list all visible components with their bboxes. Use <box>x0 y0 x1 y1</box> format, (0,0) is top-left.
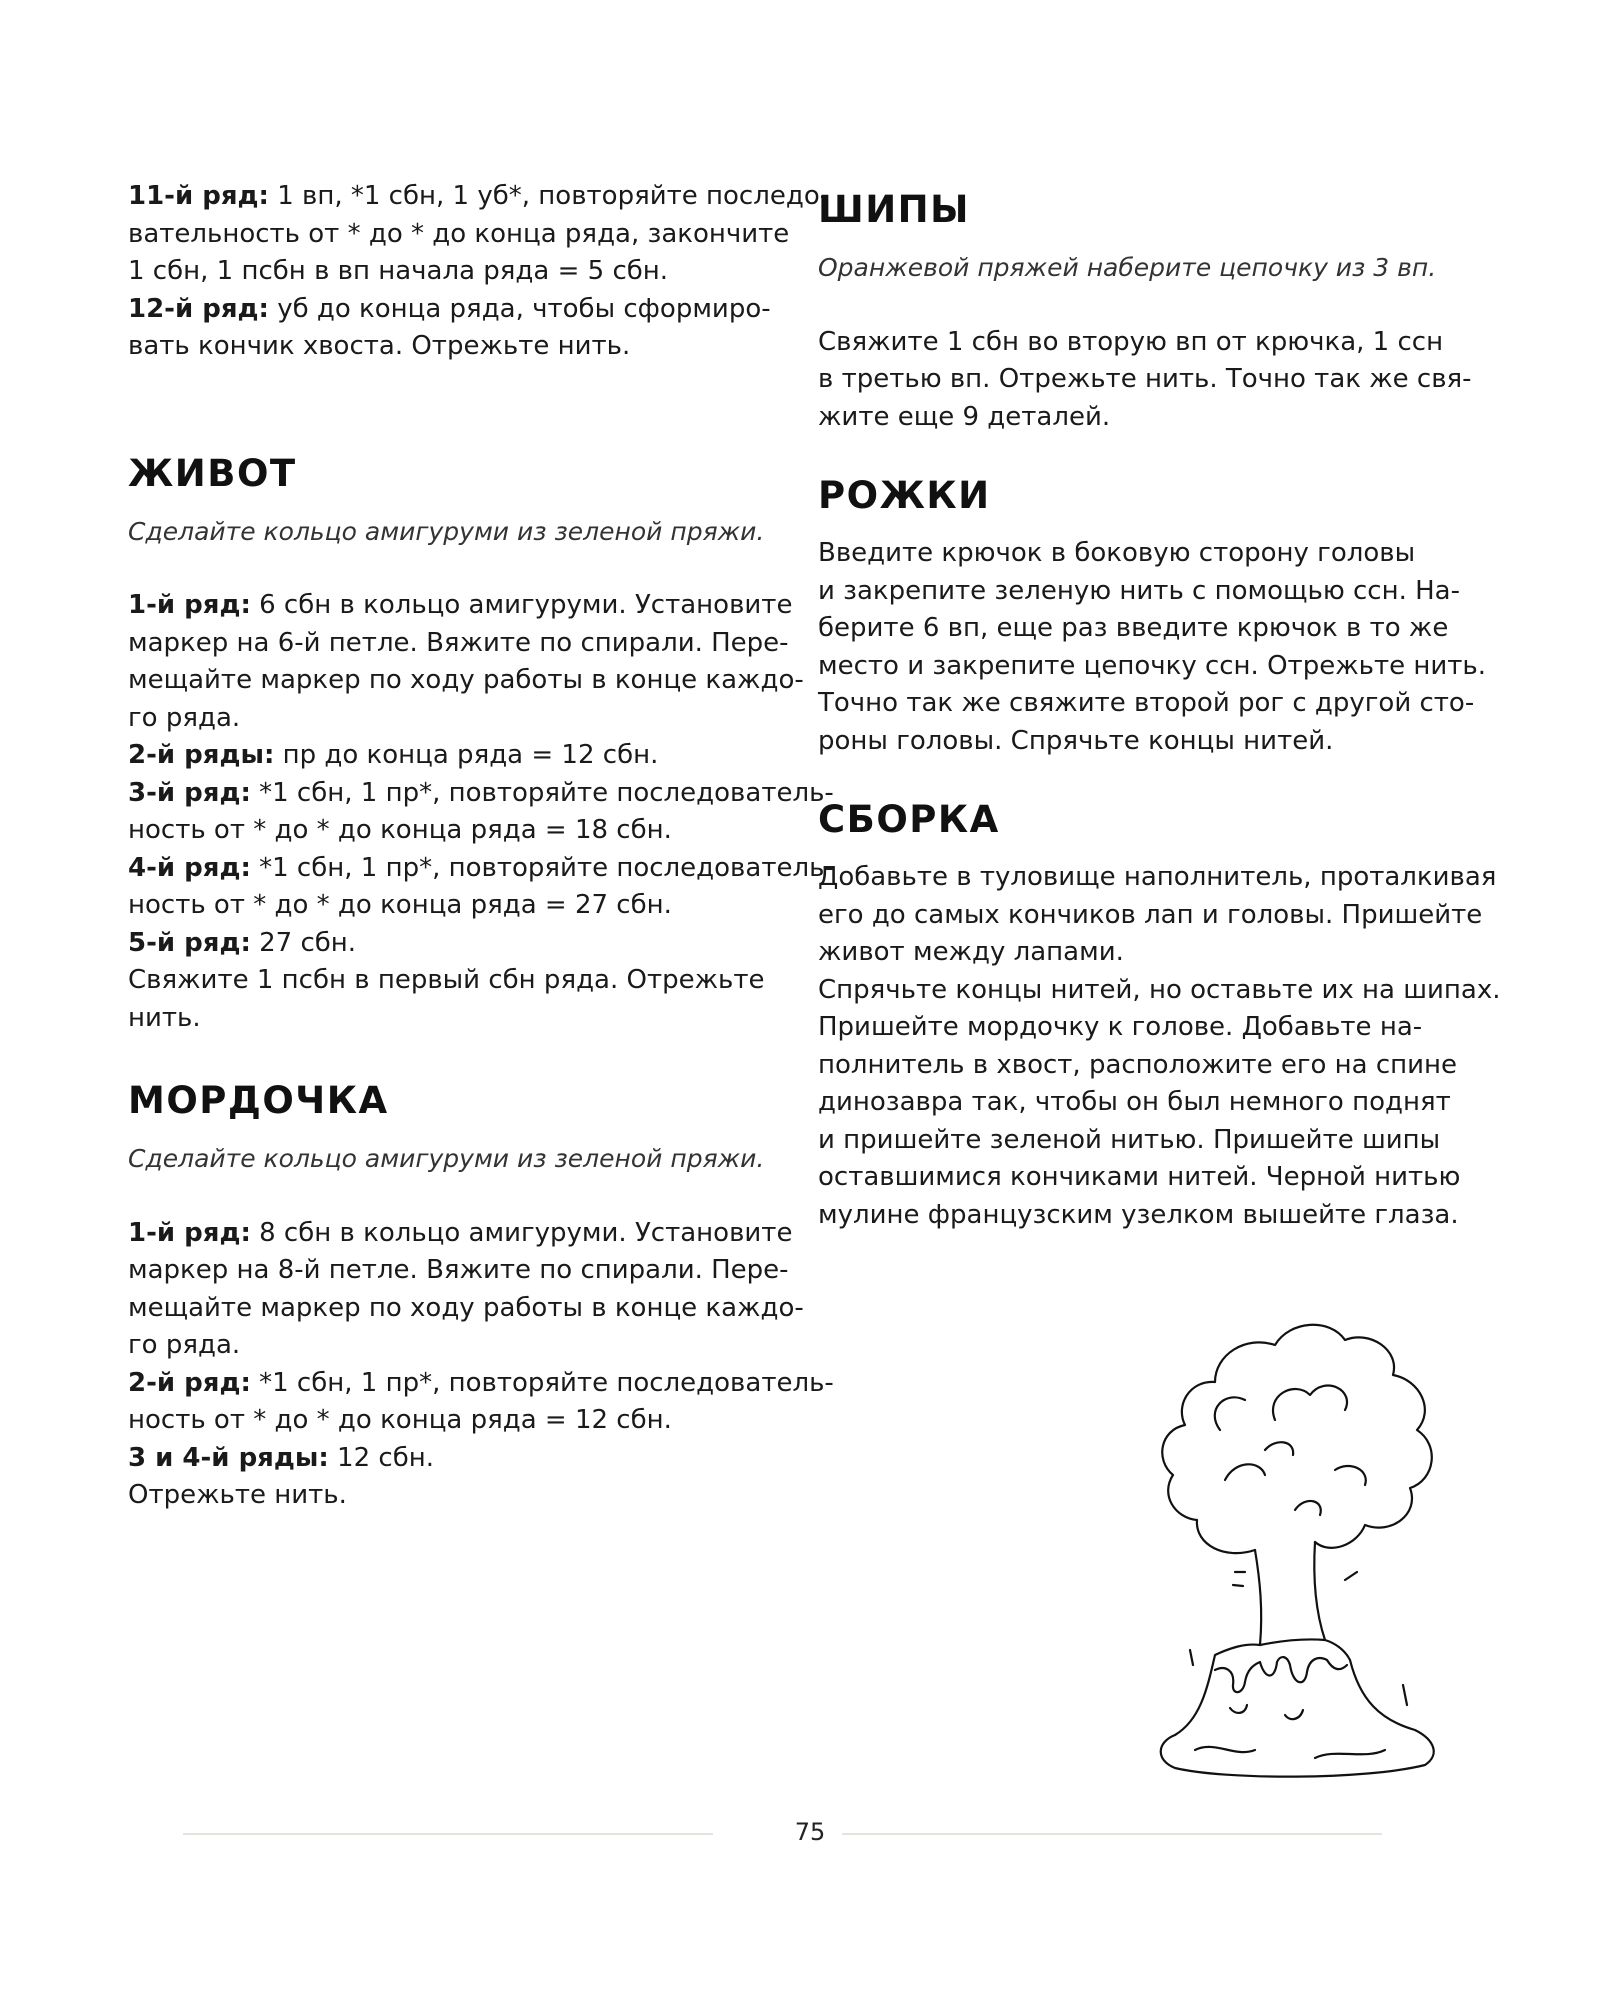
row-label: 1-й ряд: <box>128 1217 251 1248</box>
row-label: 4-й ряд: <box>128 852 251 883</box>
assembly-line: Спрячьте концы нитей, но оставьте их на шипах. <box>818 974 1501 1005</box>
row-text: 12 сбн. <box>328 1442 434 1473</box>
snout-rows <box>128 1215 834 1515</box>
row-line: вательность от * до * до конца ряда, закончите <box>128 218 790 249</box>
horns-line: берите 6 вп, еще раз введите крючок в то же <box>818 613 1449 643</box>
row-text: 8 сбн в кольцо амигуруми. Установите <box>250 1217 793 1248</box>
row-text: 27 сбн. <box>250 927 357 958</box>
row-text: *1 сбн, 1 пр*, повторяйте последователь- <box>250 1367 834 1398</box>
section-title-horns: РОЖКИ <box>818 474 991 517</box>
row-line <box>128 1365 834 1403</box>
row-line <box>128 925 768 963</box>
footer-rule-left <box>183 1833 713 1835</box>
assembly-line: мулине французским узелком вышейте глаза. <box>818 1199 1459 1230</box>
assembly-line: Добавьте в туловище наполнитель, проталкивая <box>818 862 1497 892</box>
row-line: маркер на 8-й петле. Вяжите по спирали. Пере- <box>128 1255 789 1285</box>
horns-line: место и закрепите цепочку ссн. Отрежьте нить. <box>818 650 1486 681</box>
row-label: 2-й ряд: <box>128 1367 251 1398</box>
belly-rows <box>128 587 834 1037</box>
row-label: 12-й ряд: <box>128 293 269 324</box>
row-line: Отрежьте нить. <box>128 1480 347 1510</box>
row-label: 5-й ряд: <box>128 927 251 958</box>
row-text: 1 вп, *1 сбн, 1 уб*, повторяйте последо- <box>268 181 830 211</box>
row-line <box>128 775 834 813</box>
row-line: го ряда. <box>128 1330 241 1360</box>
row-line: ность от * до * до конца ряда = 27 сбн. <box>128 890 672 920</box>
belly-intro: Сделайте кольцо амигуруми из зеленой пряжи. <box>128 516 765 546</box>
volcano-eruption-drawing-icon <box>1135 1310 1455 1780</box>
row-line: Свяжите 1 псбн в первый сбн ряда. Отрежьте <box>128 965 765 995</box>
section-title-belly: ЖИВОТ <box>128 451 297 495</box>
row-label: 3 и 4-й ряды: <box>128 1442 329 1473</box>
snout-intro: Сделайте кольцо амигуруми из зеленой пряжи. <box>128 1144 765 1173</box>
spikes-line: жите еще 9 деталей. <box>818 401 1111 432</box>
row-line <box>128 587 793 625</box>
assembly-line: его до самых кончиков лап и головы. Пришейте <box>818 899 1483 930</box>
assembly-line: динозавра так, чтобы он был немного поднят <box>818 1087 1451 1117</box>
row-label: 11-й ряд: <box>128 181 269 211</box>
right-column <box>818 178 1501 1234</box>
section-title-spikes: ШИПЫ <box>818 188 970 231</box>
row-line <box>128 850 834 888</box>
assembly-line: Пришейте мордочку к голове. Добавьте на- <box>818 1012 1423 1042</box>
row-line: нить. <box>128 1002 201 1033</box>
row-line: го ряда. <box>128 702 241 733</box>
row-line: вать кончик хвоста. Отрежьте нить. <box>128 331 631 361</box>
row-line <box>128 178 830 216</box>
page-number: 75 <box>794 1818 826 1846</box>
section-title-assembly: СБОРКА <box>818 798 1000 841</box>
row-line: 1 сбн, 1 псбн в вп начала ряда = 5 сбн. <box>128 256 669 286</box>
row-text: 6 сбн в кольцо амигуруми. Установите <box>250 590 793 620</box>
row-line: ность от * до * до конца ряда = 18 сбн. <box>128 815 672 845</box>
assembly-line: живот между лапами. <box>818 937 1124 967</box>
horns-line: Точно так же свяжите второй рог с другой сто- <box>818 688 1475 718</box>
spikes-intro: Оранжевой пряжей наберите цепочку из 3 вп. <box>818 253 1437 282</box>
assembly-line: оставшимися кончиками нитей. Черной нитью <box>818 1162 1461 1192</box>
row-line: маркер на 6-й петле. Вяжите по спирали. Пере- <box>128 627 789 658</box>
row-line: мещайте маркер по ходу работы в конце каждо- <box>128 1292 804 1323</box>
horns-line: роны головы. Спрячьте концы нитей. <box>818 725 1334 756</box>
left-column <box>128 178 834 1515</box>
assembly-line: полнитель в хвост, расположите его на спине <box>818 1049 1458 1080</box>
row-label: 2-й ряды: <box>128 740 275 770</box>
row-line <box>128 291 771 329</box>
row-label: 1-й ряд: <box>128 590 251 620</box>
spikes-line: Свяжите 1 сбн во вторую вп от крючка, 1 ссн <box>818 326 1444 357</box>
row-text: *1 сбн, 1 пр*, повторяйте последователь- <box>250 777 834 808</box>
spikes-line: в третью вп. Отрежьте нить. Точно так же свя- <box>818 364 1472 394</box>
row-line <box>128 737 768 775</box>
row-line <box>128 1440 768 1478</box>
assembly-line: и пришейте зеленой нитью. Пришейте шипы <box>818 1124 1441 1155</box>
row-line: ность от * до * до конца ряда = 12 сбн. <box>128 1405 672 1435</box>
horns-line: и закрепите зеленую нить с помощью ссн. На- <box>818 575 1460 606</box>
row-text: уб до конца ряда, чтобы сформиро- <box>268 293 771 324</box>
row-text: пр до конца ряда = 12 сбн. <box>274 740 659 770</box>
footer-rule-right <box>842 1833 1382 1835</box>
tail-rows <box>128 178 830 366</box>
row-line <box>128 1215 793 1253</box>
section-title-snout: МОРДОЧКА <box>128 1079 389 1122</box>
row-label: 3-й ряд: <box>128 777 251 808</box>
horns-line: Введите крючок в боковую сторону головы <box>818 538 1416 568</box>
row-text: *1 сбн, 1 пр*, повторяйте последователь- <box>250 852 834 883</box>
row-line: мещайте маркер по ходу работы в конце каждо- <box>128 665 804 695</box>
